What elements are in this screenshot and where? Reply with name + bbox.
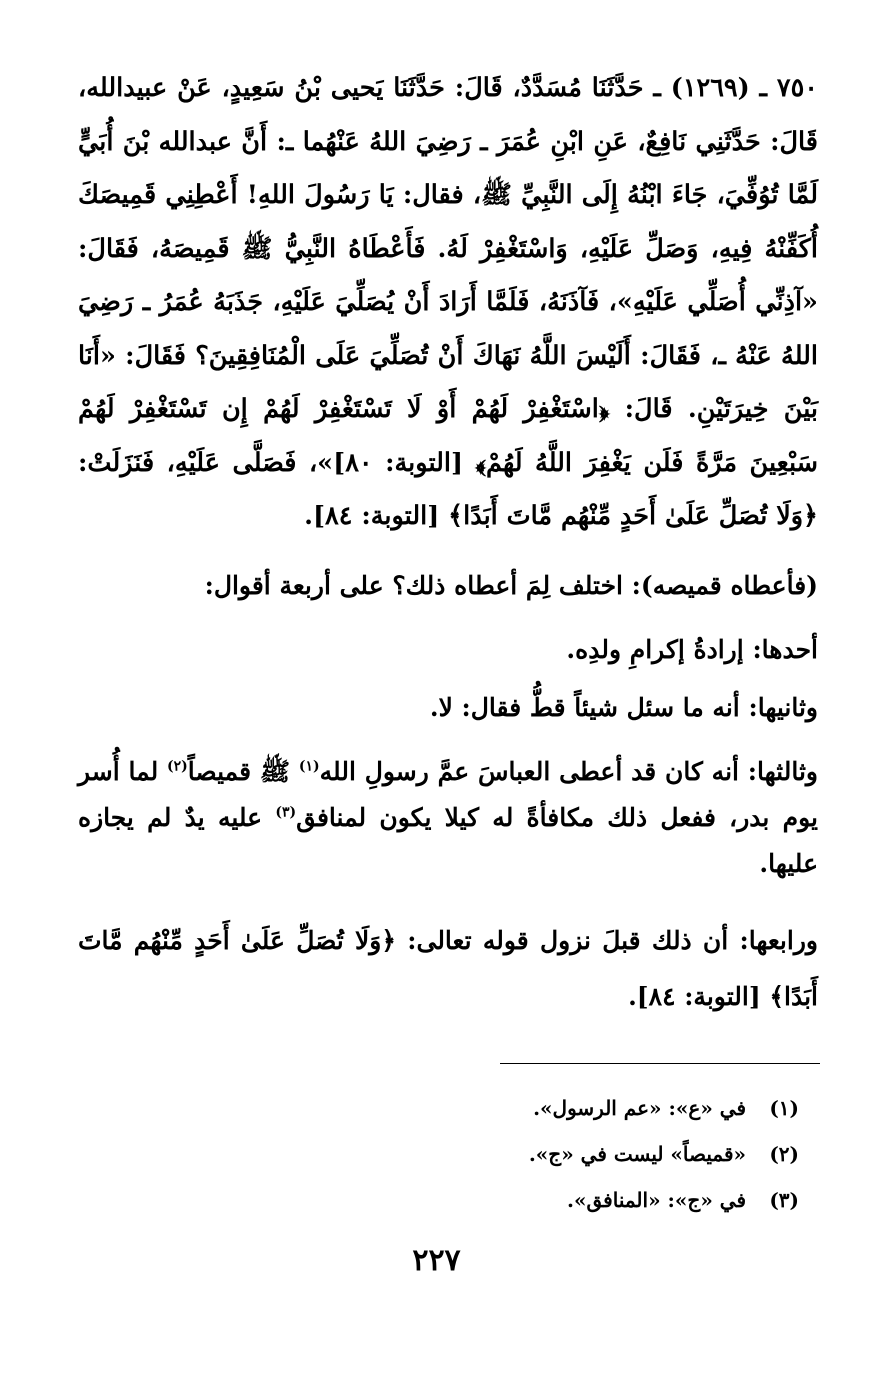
footnote-item — [199, 1177, 799, 1223]
opinion-third-text-c: لما أُسر يوم بدر، ففعل ذلك مكافأةً له كيلا يكون لمنافق — [78, 757, 818, 832]
quran-reference: [التوبة: ٨٤]. — [628, 982, 761, 1011]
opinion-third-label: وثالثها: — [747, 757, 818, 786]
hadith-text: ٧٥٠ ـ (١٢٦٩) ـ حَدَّثَنَا مُسَدَّدٌ، قَالَ: حَدَّثَنَا يَحيى بْنُ سَعِيدٍ، عَنْ عبيدالله، قَالَ: حَدَّثَنِي نَافِعٌ، عَنِ ابْنِ عُمَرَ ـ رَضِيَ اللهُ عَنْهُما ـ: أَنَّ عبدالله بْنَ أُبَيٍّ لَمَّا تُوُفِّيَ، جَاءَ ابْنُهُ إِلَى النَّبِيِّ ﷺ، فقال: يَا رَسُولَ اللهِ! أَعْطِنِي قَمِيصَكَ أُكَفِّنْهُ فِيهِ، وَصَلِّ عَلَيْهِ، وَاسْتَغْفِرْ لَهُ. فَأَعْطَاهُ النَّبِيُّ ﷺ قَمِيصَهُ، فَقَالَ: «آذِنِّي أُصَلِّي عَلَيْهِ»، فَآذَنَهُ، فَلَمَّا أَرَادَ أَنْ يُصَلِّيَ عَلَيْهِ، جَذَبَهُ عُمَرُ ـ رَضِيَ اللهُ عَنْهُ ـ، فَقَالَ: أَلَيْسَ اللَّهُ نَهَاكَ أَنْ تُصَلِّيَ عَلَى الْمُنَافِقِينَ؟ فَقَالَ: «أَنَا بَيْنَ خِيرَتَيْنِ. قَالَ: ﴿اسْتَغْفِرْ لَهُمْ أَوْ لَا تَسْتَغْفِرْ لَهُمْ إِن تَسْتَغْفِرْ لَهُمْ سَبْعِينَ مَرَّةً فَلَن يَغْفِرَ اللَّهُ لَهُمْ﴾ [التوبة: ٨٠]»، فَصَلَّى عَلَيْهِ، فَنَزَلَتْ: ﴿وَلَا تُصَلِّ عَلَىٰ أَحَدٍ مِّنْهُم مَّاتَ أَبَدًا﴾ [التوبة: ٨٤]. — [78, 73, 819, 531]
footnote-number: (٢) — [769, 1142, 799, 1166]
opinion-third — [78, 749, 818, 887]
footnote-text: «قميصاً» ليست في «ج». — [528, 1142, 747, 1166]
opinion-second-text: أنه ما سئل شيئاً قطُّ فقال: لا. — [429, 693, 740, 722]
opinion-first-label: أحدها: — [752, 635, 818, 664]
opinion-third-text-b: ﷺ قميصاً — [187, 757, 291, 786]
footnote-text: في «ج»: «المنافق». — [567, 1188, 747, 1212]
opinion-third-text-a: أنه كان قد أعطى العباسَ عمَّ رسولِ الله — [319, 757, 739, 786]
footnote-ref-1: (١) — [298, 758, 320, 775]
opinion-second-label: وثانيها: — [748, 693, 818, 722]
opinion-fourth — [78, 913, 818, 1025]
footnotes — [199, 1085, 799, 1223]
opinion-first — [78, 630, 818, 670]
footnote-number: (١) — [769, 1096, 799, 1120]
footnote-divider — [500, 1063, 820, 1064]
footnote-ref-3: (٣) — [275, 804, 297, 821]
hadith-paragraph — [78, 62, 818, 544]
commentary-intro-text: (فأعطاه قميصه): اختلف لِمَ أعطاه ذلك؟ على أربعة أقوال: — [204, 571, 818, 600]
quran-verse: ﴿وَلَا تُصَلِّ عَلَىٰ أَحَدٍ مِّنْهُم مَّاتَ أَبَدًا﴾ — [78, 926, 818, 1011]
opinion-fourth-text: أن ذلك قبلَ نزول قوله تعالى: — [407, 926, 729, 955]
footnote-number: (٣) — [769, 1188, 799, 1212]
opinion-first-text: إرادةُ إكرامِ ولدِه. — [566, 635, 744, 664]
footnote-item — [199, 1131, 799, 1177]
footnote-item — [199, 1085, 799, 1131]
page-number: ٢٢٧ — [412, 1243, 461, 1278]
commentary-intro — [78, 566, 818, 606]
opinion-third-text-d: عليه يدٌ لم يجازه عليها. — [78, 803, 818, 878]
opinion-second — [78, 688, 818, 728]
opinion-fourth-label: ورابعها: — [739, 926, 818, 955]
footnote-text: في «ع»: «عم الرسول». — [533, 1096, 747, 1120]
footnote-ref-2: (٢) — [167, 758, 188, 775]
